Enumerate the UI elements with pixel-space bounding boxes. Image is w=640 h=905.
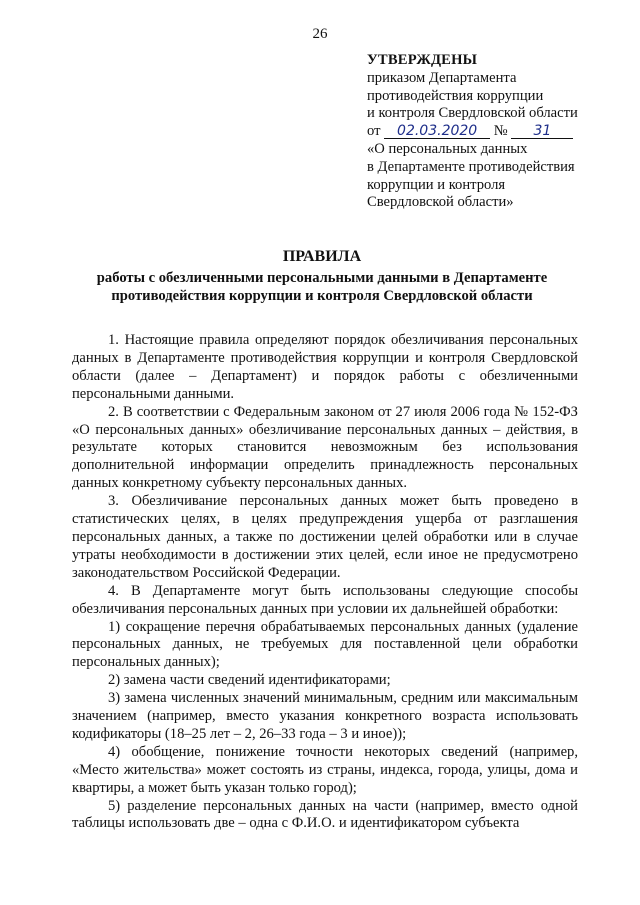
list-item-5: 5) разделение персональных данных на части (например, вместо одной таблицы использовать две – одна с Ф.И.О. и идентификатором субъекта [72,797,578,832]
document-title-block [72,248,572,305]
paragraph-3: 3. Обезличивание персональных данных может быть проведено в статистических целях, в целях предупреждения ущерба от разглашения персональных данных, а также по достижении целей обработки или в случае утраты необходимости в достижении этих целей, если иное не предусмотрено законодательством Российской Федерации. [72,493,578,581]
order-title-line: Свердловской области» [367,194,514,211]
list-item-2: 2) замена части сведений идентификаторами; [108,672,391,689]
document-title: ПРАВИЛА [282,248,362,265]
paragraph-2: 2. В соответствии с Федеральным законом от 27 июля 2006 года № 152-ФЗ «О персональных данных» обезличивание персональных данных – действия, в результате которых становится невозможным без использования дополнительной информации определить принадлежность персональных данных конкретному субъекту персональных данных. [72,403,578,492]
handwritten-order-number: 31 [511,124,573,139]
handwritten-date: 02.03.2020 [384,124,490,139]
approval-heading: УТВЕРЖДЕНЫ [367,52,478,68]
order-title-line: коррупции и контроля [367,176,506,193]
approval-date-line [367,123,627,141]
document-subtitle-line: противодействия коррупции и контроля Свердловской области [111,288,533,304]
approval-line: противодействия коррупции [367,87,544,104]
order-title-line: в Департаменте противодействия [367,158,575,175]
list-item-3: 3) замена численных значений минимальным, средним или максимальным значением (например, вместо указания конкретного возраста использовать кодификаторы (18–25 лет – 2, 26–33 года – 3 и иное)); [72,690,578,742]
approval-line: и контроля Свердловской области [367,105,578,122]
list-item-4: 4) обобщение, понижение точности некоторых сведений (например, «Место жительства» может состоять из страны, индекса, города, улицы, дома и квартиры, а может быть указан только город); [72,743,578,796]
number-label: № [493,123,508,140]
paragraph-4: 4. В Департаменте могут быть использованы следующие способы обезличивания персональных данных при условии их дальнейшей обработки: [72,582,578,617]
page-number: 26 [312,26,328,42]
paragraph-1: 1. Настоящие правила определяют порядок обезличивания персональных данных в Департаменте противодействия коррупции и контроля Свердловской области (далее – Департамент) и порядок работы с обезличенными персональными данными. [72,332,578,402]
approval-stamp [367,52,627,212]
document-subtitle-line: работы с обезличенными персональными данными в Департаменте [96,270,548,286]
document-body [72,332,578,833]
order-title-line: «О персональных данных [367,140,528,157]
date-prefix: от [367,123,381,140]
approval-line: приказом Департамента [367,69,517,86]
list-item-1: 1) сокращение перечня обрабатываемых персональных данных (удаление персональных данных, не требуемых для поставленной цели обработки персональных данных); [72,618,578,671]
